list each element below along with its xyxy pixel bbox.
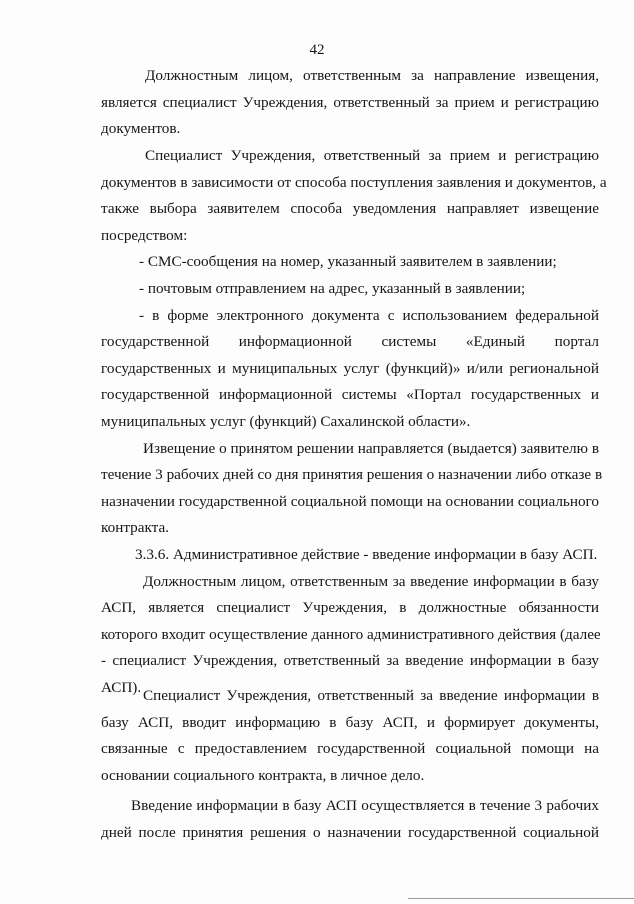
text-line: течение 3 рабочих дней со дня принятия решения о назначении либо отказе в	[101, 466, 603, 484]
text-line: - в форме электронного документа с использованием федеральной	[139, 306, 599, 324]
body-text	[101, 683, 599, 789]
text-line: которого входит осуществление данного административного действия (далее	[101, 625, 601, 643]
text-line: государственной информационной системы «Портал государственных и	[101, 386, 599, 404]
text-line: назначении государственной социальной помощи на основании социального	[101, 492, 599, 510]
page-number: 42	[309, 42, 325, 58]
text-line: Должностным лицом, ответственным за введение информации в базу	[143, 572, 599, 590]
text-line: является специалист Учреждения, ответственный за прием и регистрацию	[101, 93, 599, 111]
text-line: документов в зависимости от способа поступления заявления и документов, а	[101, 173, 607, 191]
text-line: контракта.	[101, 519, 170, 537]
text-line: также выбора заявителем способа уведомления направляет извещение	[101, 200, 599, 218]
text-line: документов.	[101, 120, 181, 138]
text-line: Должностным лицом, ответственным за направление извещения,	[145, 67, 599, 84]
text-line: государственной информационной системы «Единый портал	[101, 333, 599, 351]
text-line: Специалист Учреждения, ответственный за введение информации в	[143, 687, 599, 704]
text-line: базу АСП, вводит информацию в базу АСП, и формирует документы,	[101, 713, 599, 731]
body-text	[101, 143, 607, 701]
text-line: Извещение о принятом решении направляется (выдается) заявителю в	[143, 439, 599, 457]
body-text	[101, 793, 599, 846]
text-line: АСП).	[101, 678, 142, 696]
text-line: связанные с предоставлением государственной социальной помощи на	[101, 740, 599, 758]
text-line: АСП, является специалист Учреждения, в должностные обязанности	[101, 599, 599, 617]
text-line: 3.3.6. Административное действие - введение информации в базу АСП.	[135, 545, 598, 563]
text-line: муниципальных услуг (функций) Сахалинской области».	[101, 412, 471, 430]
text-line: - СМС-сообщения на номер, указанный заявителем в заявлении;	[139, 253, 557, 271]
body-text	[101, 63, 599, 143]
text-line: основании социального контракта, в личное дело.	[101, 766, 425, 784]
text-line: - специалист Учреждения, ответственный за введение информации в базу	[101, 652, 599, 670]
text-line: государственных и муниципальных услуг (функций)» и/или региональной	[101, 359, 599, 377]
text-line: Специалист Учреждения, ответственный за прием и регистрацию	[145, 147, 599, 164]
text-line: - почтовым отправлением на адрес, указанный в заявлении;	[139, 279, 526, 297]
text-line: посредством:	[101, 226, 188, 244]
text-line: дней после принятия решения о назначении государственной социальной	[101, 823, 599, 841]
text-line: Введение информации в базу АСП осуществляется в течение 3 рабочих	[131, 797, 599, 814]
scan-edge-line	[408, 898, 634, 899]
